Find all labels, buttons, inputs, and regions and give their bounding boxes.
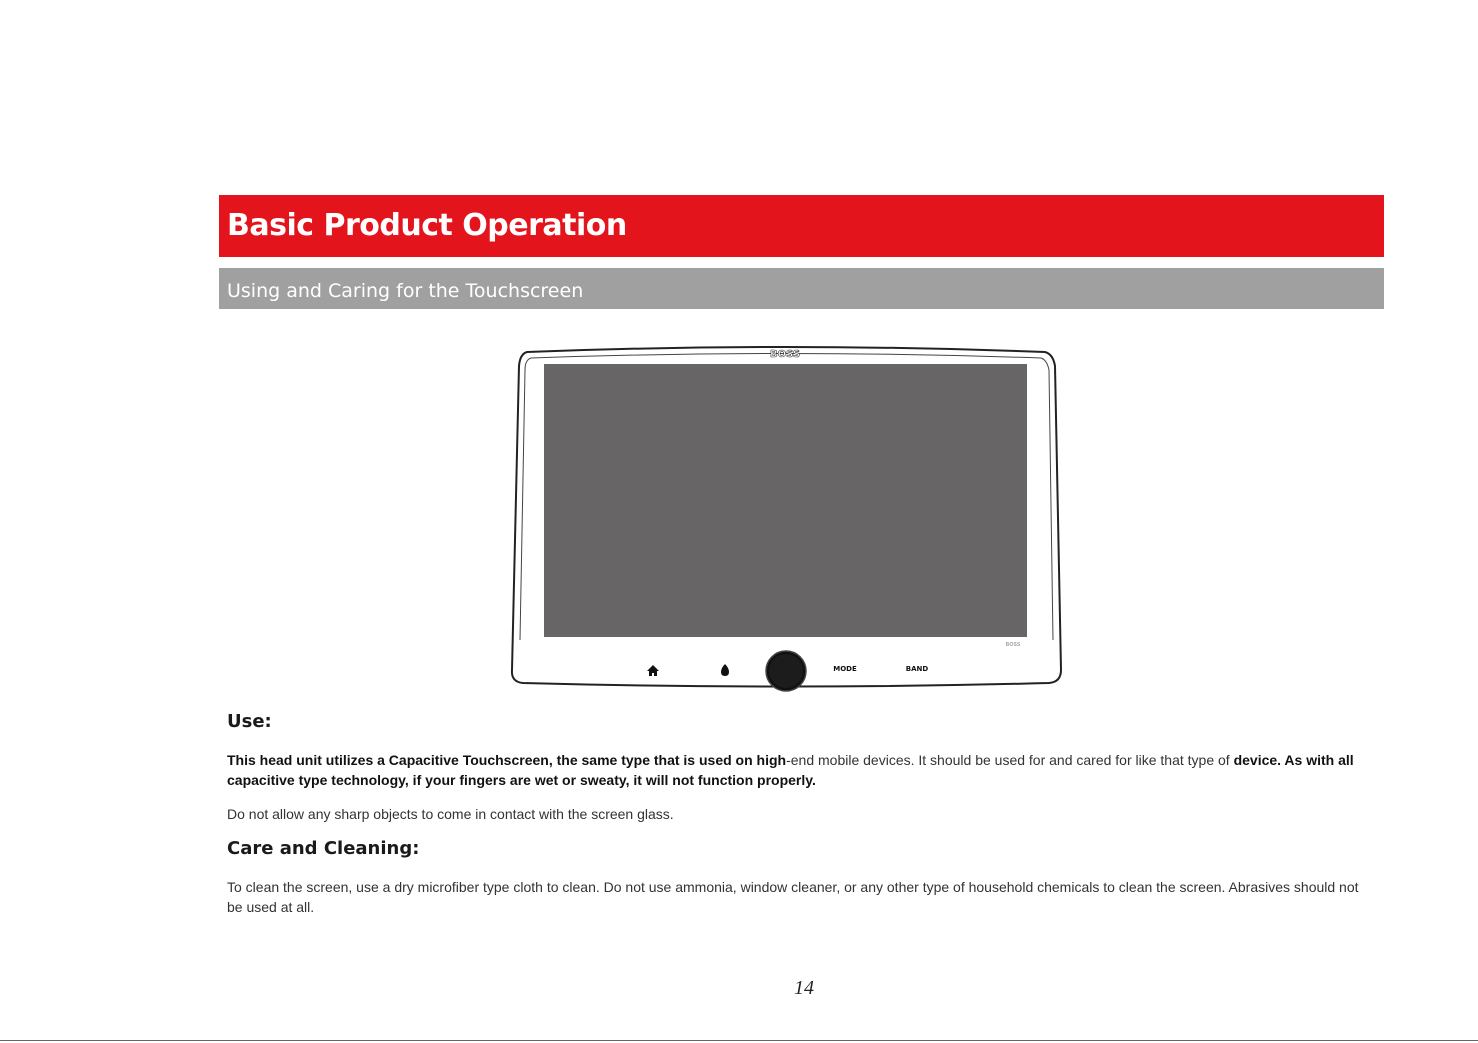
bottom-divider [0, 1040, 1478, 1041]
care-heading: Care and Cleaning: [227, 838, 420, 859]
use-text-bold-b: device. As with all capacitive type technology, if your fingers are wet or sweaty, it will not function properly. [227, 752, 1354, 788]
page-title: Basic Product Operation [227, 208, 627, 243]
head-unit-illustration [505, 340, 1070, 700]
band-button[interactable]: BAND [905, 665, 929, 673]
section-title-banner [219, 195, 1384, 257]
mode-button[interactable]: MODE [833, 665, 857, 673]
use-text-bold-a: This head unit utilizes a Capacitive Touchscreen, the same type that is used on high [227, 752, 787, 768]
subsection-banner [219, 268, 1384, 309]
subsection-title: Using and Caring for the Touchscreen [227, 280, 584, 302]
touchscreen-display[interactable] [544, 364, 1027, 637]
brand-logo: BOSS [769, 349, 801, 360]
model-badge: BOSS [1005, 642, 1021, 648]
use-paragraph [227, 750, 1362, 790]
use-text-normal: -end mobile devices. It should be used for and cared for like that type of [786, 752, 1234, 768]
page-number: 14 [794, 977, 814, 999]
sharp-objects-paragraph: Do not allow any sharp objects to come in contact with the screen glass. [227, 806, 674, 822]
care-paragraph: To clean the screen, use a dry microfiber type cloth to clean. Do not use ammonia, window cleaner, or any other type of household chemicals to clean the screen. Abrasives should not be used at all. [227, 879, 1359, 915]
use-heading: Use: [227, 711, 272, 732]
